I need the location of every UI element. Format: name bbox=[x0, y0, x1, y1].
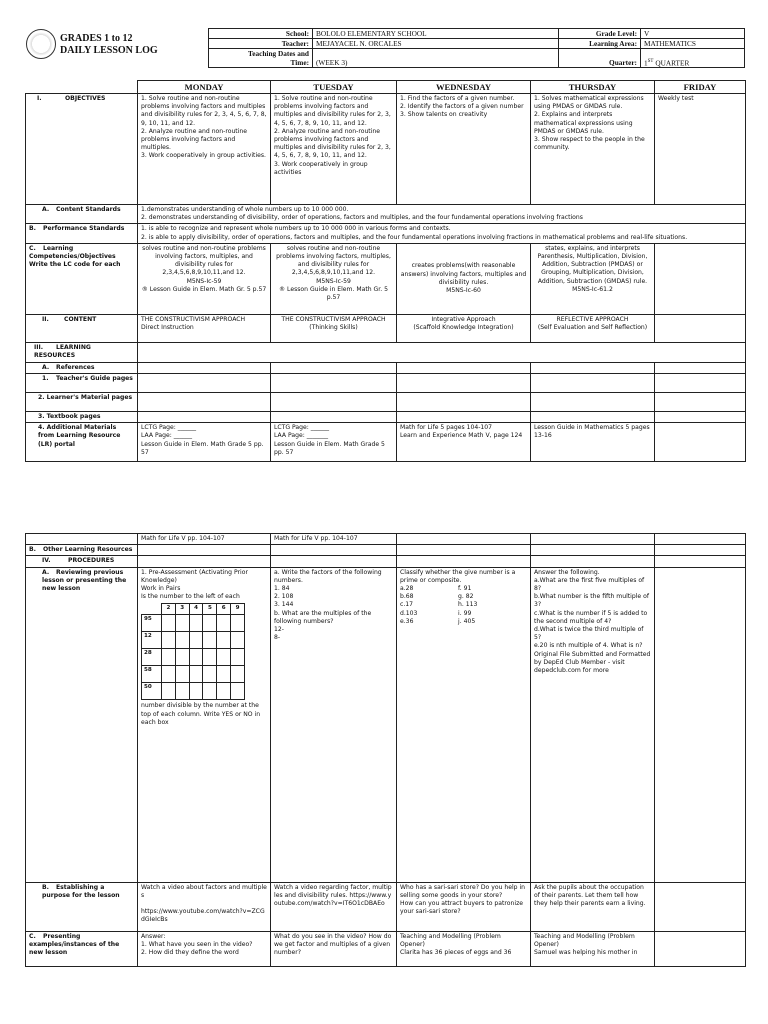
purpose-monday: Watch a video about factors and multiples https://www.youtube.com/watch?v=ZCGdGIeIcBs bbox=[138, 882, 271, 931]
grid-row-label: 95 bbox=[142, 615, 162, 632]
objectives-monday: 1. Solve routine and non-routine problems involving factors and multiples and divisibility rules for 2, 3, 4, 5, 6, 7, 8, 9, 10, 11, and 12. 2. Analyze routine and non-routine problems involving factors and multiples. 3. Work cooperatively in group activities. bbox=[138, 94, 271, 205]
grade-level-label: Grade Level: bbox=[559, 29, 641, 39]
textbook-row bbox=[26, 412, 746, 423]
references-thursday bbox=[531, 362, 655, 373]
grid-cell[interactable] bbox=[217, 666, 231, 683]
content-standards-title: Content Standards bbox=[56, 206, 121, 213]
grade-level-value: V bbox=[641, 29, 745, 39]
lesson-log-table bbox=[25, 80, 746, 462]
review-title: Reviewing previous lesson or presenting the new lesson bbox=[42, 568, 127, 593]
presenting-num: C. bbox=[29, 932, 36, 940]
school-label: School: bbox=[209, 29, 313, 39]
learners-material-wednesday bbox=[397, 393, 531, 412]
references-row bbox=[26, 362, 746, 373]
quarter-suffix: ST bbox=[647, 58, 654, 64]
carryover-wednesday bbox=[397, 534, 531, 545]
content-label bbox=[26, 314, 138, 342]
grid-cell[interactable] bbox=[162, 666, 176, 683]
content-num: II. bbox=[42, 315, 49, 323]
teachers-guide-wednesday bbox=[397, 374, 531, 393]
classify-list bbox=[400, 585, 527, 626]
teacher-label: Teacher: bbox=[209, 39, 313, 49]
objectives-row bbox=[26, 94, 746, 205]
learning-resources-row bbox=[26, 342, 746, 362]
grid-cell[interactable] bbox=[175, 683, 189, 700]
grid-cell[interactable] bbox=[231, 632, 245, 649]
learners-material-tuesday bbox=[271, 393, 397, 412]
grid-row-label: 58 bbox=[142, 666, 162, 683]
header-info-table bbox=[208, 28, 745, 68]
additional-materials-monday: LCTG Page: ______ LAA Page: ______ Lesson Guide in Elem. Math Grade 5 pp. 57 bbox=[138, 423, 271, 462]
performance-standards-title: Performance Standards bbox=[43, 225, 125, 233]
additional-materials-label: 4. Additional Materials from Learning Resource (LR) portal bbox=[26, 423, 138, 462]
teachers-guide-tuesday bbox=[271, 374, 397, 393]
grid-cell[interactable] bbox=[203, 615, 217, 632]
grid-cell[interactable] bbox=[162, 615, 176, 632]
competencies-num: C. bbox=[29, 244, 36, 252]
textbook-friday bbox=[655, 412, 746, 423]
teachers-guide-row bbox=[26, 374, 746, 393]
procedures-thursday bbox=[531, 556, 655, 567]
grid-cell[interactable] bbox=[217, 615, 231, 632]
title-daily-lesson-log: DAILY LESSON LOG bbox=[60, 45, 158, 56]
carryover-label bbox=[26, 534, 138, 545]
textbook-monday bbox=[138, 412, 271, 423]
objectives-friday: Weekly test bbox=[655, 94, 746, 205]
procedures-title: PROCEDURES bbox=[68, 557, 115, 565]
procedures-friday bbox=[655, 556, 746, 567]
classify-item: e.36 bbox=[400, 617, 414, 625]
objectives-num: I. bbox=[37, 95, 42, 102]
teacher-value: MEJAYACEL N. ORCALES bbox=[313, 39, 559, 49]
references-monday bbox=[138, 362, 271, 373]
purpose-title: Establishing a purpose for the lesson bbox=[42, 883, 120, 899]
learners-material-friday bbox=[655, 393, 746, 412]
grid-row bbox=[142, 632, 245, 649]
review-thursday: Answer the following. a.What are the first five multiples of 8? b.What number is the fifth multiple of 3? c.What is the number if 5 is added to the second multiple of 4? d.What is twice the third multiple of 5? e.20 is nth multiple of 4. What is n? Original File Submitted and Formatted by DepEd Club Member - visit depedclub.com for more bbox=[531, 567, 655, 882]
grid-cell[interactable] bbox=[231, 683, 245, 700]
presenting-label bbox=[26, 931, 138, 966]
grid-cell[interactable] bbox=[217, 683, 231, 700]
grid-row bbox=[142, 615, 245, 632]
review-tuesday: a. Write the factors of the following numbers. 1. 84 2. 108 3. 144 b. What are the multiples of the following numbers? 12- 8- bbox=[271, 567, 397, 882]
competencies-wednesday: creates problems(with reasonable answers) involving factors, multiples and divisibility rules. M5NS-Ic-60 bbox=[397, 243, 531, 314]
performance-standards-line1: 1. is able to recognize and represent whole numbers up to 10 000 000 in various forms and contexts. bbox=[141, 225, 451, 233]
teaching-dates-value: (WEEK 3) bbox=[313, 49, 559, 68]
title-grades: GRADES 1 to 12 bbox=[60, 33, 133, 44]
classify-item: a.28 bbox=[400, 585, 414, 593]
objectives-thursday: 1. Solves mathematical expressions using PMDAS or GMDAS rule. 2. Explains and interprets mathematical expressions using PMDAS or GMDAS rule. 3. Show respect to the people in the community. bbox=[531, 94, 655, 205]
performance-standards-num: B. bbox=[29, 225, 36, 233]
deped-seal-logo bbox=[26, 29, 56, 59]
other-resources-wednesday bbox=[397, 545, 531, 556]
grid-head-5: 5 bbox=[203, 604, 217, 615]
competencies-label bbox=[26, 243, 138, 314]
grid-cell[interactable] bbox=[203, 649, 217, 666]
learning-resources-title: LEARNING RESOURCES bbox=[34, 343, 91, 360]
content-wednesday: Integrative Approach (Scaffold Knowledge Integration) bbox=[397, 314, 531, 342]
carryover-thursday bbox=[531, 534, 655, 545]
divisibility-grid bbox=[141, 603, 245, 700]
quarter-number: 1 bbox=[644, 58, 648, 67]
classify-item: b.68 bbox=[400, 593, 414, 601]
content-tuesday: THE CONSTRUCTIVISM APPROACH (Thinking Skills) bbox=[271, 314, 397, 342]
objectives-label bbox=[26, 94, 138, 205]
presenting-thursday: Teaching and Modelling (Problem Opener) Samuel was helping his mother in bbox=[531, 931, 655, 966]
grid-row-label: 50 bbox=[142, 683, 162, 700]
classify-item: c.17 bbox=[400, 601, 414, 609]
school-value: BOLOLO ELEMENTARY SCHOOL bbox=[313, 29, 559, 39]
review-row bbox=[26, 567, 746, 882]
content-row bbox=[26, 314, 746, 342]
grid-cell[interactable] bbox=[162, 649, 176, 666]
additional-materials-tuesday: LCTG Page: ______ LAA Page: _______ Lesson Guide in Elem. Math Grade 5 pp. 57 bbox=[271, 423, 397, 462]
grid-head-9: 9 bbox=[231, 604, 245, 615]
additional-materials-wednesday: Math for Life 5 pages 104-107 Learn and Experience Math V, page 124 bbox=[397, 423, 531, 462]
learning-resources-num: III. bbox=[34, 343, 44, 351]
day-header-row bbox=[26, 81, 746, 94]
content-standards-row bbox=[26, 205, 746, 224]
grid-cell[interactable] bbox=[175, 615, 189, 632]
competencies-tuesday: solves routine and non-routine problems involving factors, multiples, and divisibility rules for 2,3,4,5,6,8,9,10,11,and 12. M5NS-Ic-59 ® Lesson Guide in Elem. Math Gr. 5 p.57 bbox=[271, 243, 397, 314]
quarter-value bbox=[641, 49, 745, 68]
textbook-wednesday bbox=[397, 412, 531, 423]
learners-material-thursday bbox=[531, 393, 655, 412]
review-num: A. bbox=[42, 568, 50, 576]
day-tuesday: TUESDAY bbox=[271, 81, 397, 94]
content-standards-line2: 2. demonstrates understanding of divisibility, order of operations, factors and multiples, and the four fundamental operations involving fractions bbox=[141, 214, 583, 222]
day-thursday: THURSDAY bbox=[531, 81, 655, 94]
learners-material-row bbox=[26, 393, 746, 412]
grid-row-label: 28 bbox=[142, 649, 162, 666]
other-resources-title: Other Learning Resources bbox=[43, 546, 133, 554]
other-resources-row bbox=[26, 545, 746, 556]
objectives-tuesday: 1. Solve routine and non-routine problems involving factors and multiples and divisibility rules for 2, 3, 4, 5, 6, 7, 8, 9, 10, 11, and 12. 2. Analyze routine and non-routine problems involving factors and multiples and divisibility rules for 2, 3, 4, 5, 6, 7, 8, 9, 10, 11, and 12. 3. Work cooperatively in group activities bbox=[271, 94, 397, 205]
competencies-friday bbox=[655, 243, 746, 314]
performance-standards-label bbox=[26, 224, 138, 243]
grid-cell[interactable] bbox=[162, 632, 176, 649]
procedures-row bbox=[26, 556, 746, 567]
presenting-row bbox=[26, 931, 746, 966]
grid-cell[interactable] bbox=[175, 649, 189, 666]
grid-cell[interactable] bbox=[189, 683, 203, 700]
other-resources-tuesday bbox=[271, 545, 397, 556]
objectives-title: OBJECTIVES bbox=[65, 95, 106, 102]
performance-standards-row bbox=[26, 224, 746, 243]
competencies-row bbox=[26, 243, 746, 314]
learning-area-value: MATHEMATICS bbox=[641, 39, 745, 49]
quarter-label: Quarter: bbox=[559, 49, 641, 68]
learning-resources-blank bbox=[138, 342, 746, 362]
procedures-label bbox=[26, 556, 138, 567]
references-tuesday bbox=[271, 362, 397, 373]
learners-material-label: 2. Learner's Material pages bbox=[26, 393, 138, 412]
grid-cell[interactable] bbox=[162, 683, 176, 700]
grid-cell[interactable] bbox=[189, 632, 203, 649]
classify-item: g. 82 bbox=[458, 593, 474, 601]
grid-cell[interactable] bbox=[189, 615, 203, 632]
presenting-friday bbox=[655, 931, 746, 966]
presenting-tuesday: What do you see in the video? How do we get factor and multiples of a given number? bbox=[271, 931, 397, 966]
teachers-guide-friday bbox=[655, 374, 746, 393]
grid-cell[interactable] bbox=[175, 666, 189, 683]
classify-item: j. 405 bbox=[458, 617, 476, 625]
purpose-label bbox=[26, 882, 138, 931]
additional-materials-friday bbox=[655, 423, 746, 462]
grid-head-2: 2 bbox=[162, 604, 176, 615]
classify-col-right bbox=[458, 585, 477, 626]
competencies-thursday: states, explains, and interprets Parenthesis, Multiplication, Division, Addition, Subtraction (PMDAS) or Grouping, Multiplication, Division, Addition, Subtraction (GMDAS) rule. M5NS-Ic-61.2 bbox=[531, 243, 655, 314]
purpose-wednesday: Who has a sari-sari store? Do you help in selling some goods in your store? How can you attract buyers to patronize your sari-sari store? bbox=[397, 882, 531, 931]
grid-cell[interactable] bbox=[231, 666, 245, 683]
teachers-guide-title: Teacher's Guide pages bbox=[56, 375, 133, 383]
performance-standards-text bbox=[138, 224, 746, 243]
purpose-row bbox=[26, 882, 746, 931]
grid-cell[interactable] bbox=[203, 632, 217, 649]
references-title: References bbox=[56, 363, 95, 371]
grid-row bbox=[142, 649, 245, 666]
other-resources-monday bbox=[138, 545, 271, 556]
classify-item: h. 113 bbox=[458, 601, 478, 609]
grid-row-label: 12 bbox=[142, 632, 162, 649]
learners-material-monday bbox=[138, 393, 271, 412]
review-wednesday bbox=[397, 567, 531, 882]
lesson-log-table-page2 bbox=[25, 533, 746, 967]
grid-head-4: 4 bbox=[189, 604, 203, 615]
day-header-empty bbox=[26, 81, 138, 94]
purpose-tuesday: Watch a video regarding factor, multiples and divisibility rules. https://www.youtube.com/watch?v=IT6O1cDBAEo bbox=[271, 882, 397, 931]
teaching-dates-label-line2: Time: bbox=[290, 58, 309, 67]
additional-materials-thursday: Lesson Guide in Mathematics 5 pages 13-16 bbox=[531, 423, 655, 462]
presenting-monday: Answer: 1. What have you seen in the video? 2. How did they define the word bbox=[138, 931, 271, 966]
other-resources-friday bbox=[655, 545, 746, 556]
carryover-tuesday: Math for Life V pp. 104-107 bbox=[271, 534, 397, 545]
references-num: A. bbox=[42, 363, 50, 371]
purpose-num: B. bbox=[42, 883, 49, 891]
pre-assessment-text: 1. Pre-Assessment (Activating Prior Knowledge) Work in Pairs Is the number to the left of each bbox=[141, 568, 248, 601]
competencies-title: Learning Competencies/Objectives Write the LC code for each bbox=[29, 244, 121, 269]
learning-resources-label bbox=[26, 342, 138, 362]
competencies-monday: solves routine and non-routine problems involving factors, multiples, and divisibility rules for 2,3,4,5,6,8,9,10,11,and 12. M5NS-Ic-59 ® Lesson Guide in Elem. Math Gr. 5 p.57 bbox=[138, 243, 271, 314]
references-label bbox=[26, 362, 138, 373]
grid-row bbox=[142, 683, 245, 700]
other-resources-num: B. bbox=[29, 546, 36, 554]
grid-cell[interactable] bbox=[189, 649, 203, 666]
day-wednesday: WEDNESDAY bbox=[397, 81, 531, 94]
classify-col-left bbox=[400, 585, 458, 626]
content-thursday: REFLECTIVE APPROACH (Self Evaluation and Self Reflection) bbox=[531, 314, 655, 342]
procedures-wednesday bbox=[397, 556, 531, 567]
grid-cell[interactable] bbox=[217, 632, 231, 649]
grid-cell[interactable] bbox=[217, 649, 231, 666]
grid-head-3: 3 bbox=[175, 604, 189, 615]
carryover-friday bbox=[655, 534, 746, 545]
review-friday bbox=[655, 567, 746, 882]
quarter-text: QUARTER bbox=[653, 58, 690, 67]
teaching-dates-label-line1: Teaching Dates and bbox=[248, 49, 309, 58]
procedures-num: IV. bbox=[42, 557, 51, 565]
content-standards-num: A. bbox=[42, 206, 50, 213]
grid-head-6: 6 bbox=[217, 604, 231, 615]
teachers-guide-monday bbox=[138, 374, 271, 393]
purpose-thursday: Ask the pupils about the occupation of their parents. Let them tell how they help their parents earn a living. bbox=[531, 882, 655, 931]
references-wednesday bbox=[397, 362, 531, 373]
grid-cell[interactable] bbox=[231, 649, 245, 666]
other-resources-label bbox=[26, 545, 138, 556]
textbook-tuesday bbox=[271, 412, 397, 423]
content-friday bbox=[655, 314, 746, 342]
references-friday bbox=[655, 362, 746, 373]
textbook-thursday bbox=[531, 412, 655, 423]
purpose-friday bbox=[655, 882, 746, 931]
presenting-wednesday: Teaching and Modelling (Problem Opener) Clarita has 36 pieces of eggs and 36 bbox=[397, 931, 531, 966]
classify-item: d.103 bbox=[400, 609, 418, 617]
content-standards-text bbox=[138, 205, 746, 224]
content-title: CONTENT bbox=[64, 315, 97, 323]
review-monday bbox=[138, 567, 271, 882]
teachers-guide-num: 1. bbox=[42, 375, 49, 383]
additional-materials-row bbox=[26, 423, 746, 462]
learning-area-label: Learning Area: bbox=[559, 39, 641, 49]
other-resources-thursday bbox=[531, 545, 655, 556]
classify-instruction: Classify whether the give number is a prime or composite. bbox=[400, 568, 516, 584]
teaching-dates-label bbox=[209, 49, 313, 68]
textbook-label: 3. Textbook pages bbox=[26, 412, 138, 423]
carryover-row bbox=[26, 534, 746, 545]
classify-item: f. 91 bbox=[458, 585, 472, 593]
teachers-guide-thursday bbox=[531, 374, 655, 393]
grid-instructions: number divisible by the number at the top of each column. Write YES or NO in each box bbox=[141, 702, 261, 726]
content-standards-line1: 1.demonstrates understanding of whole numbers up to 10 000 000. bbox=[141, 206, 349, 213]
grid-cell[interactable] bbox=[175, 632, 189, 649]
performance-standards-line2: 2. is able to apply divisibility, order of operations, factors and multiples, and the four fundamental operations involving fractions in mathematical problems and real-life situations. bbox=[141, 233, 688, 241]
day-monday: MONDAY bbox=[138, 81, 271, 94]
content-standards-label bbox=[26, 205, 138, 224]
grid-corner bbox=[142, 604, 162, 615]
grid-cell[interactable] bbox=[203, 666, 217, 683]
classify-item: i. 99 bbox=[458, 609, 472, 617]
grid-header-row bbox=[142, 604, 245, 615]
grid-cell[interactable] bbox=[189, 666, 203, 683]
procedures-tuesday bbox=[271, 556, 397, 567]
log-title bbox=[60, 33, 158, 57]
presenting-title: Presenting examples/instances of the new lesson bbox=[29, 932, 120, 957]
day-friday: FRIDAY bbox=[655, 81, 746, 94]
carryover-monday: Math for Life V pp. 104-107 bbox=[138, 534, 271, 545]
grid-cell[interactable] bbox=[231, 615, 245, 632]
content-monday: THE CONSTRUCTIVISM APPROACH Direct Instruction bbox=[138, 314, 271, 342]
review-label bbox=[26, 567, 138, 882]
procedures-monday bbox=[138, 556, 271, 567]
teachers-guide-label bbox=[26, 374, 138, 393]
objectives-wednesday: 1. Find the factors of a given number. 2. Identify the factors of a given number 3. Show talents on creativity bbox=[397, 94, 531, 205]
grid-cell[interactable] bbox=[203, 683, 217, 700]
grid-row bbox=[142, 666, 245, 683]
